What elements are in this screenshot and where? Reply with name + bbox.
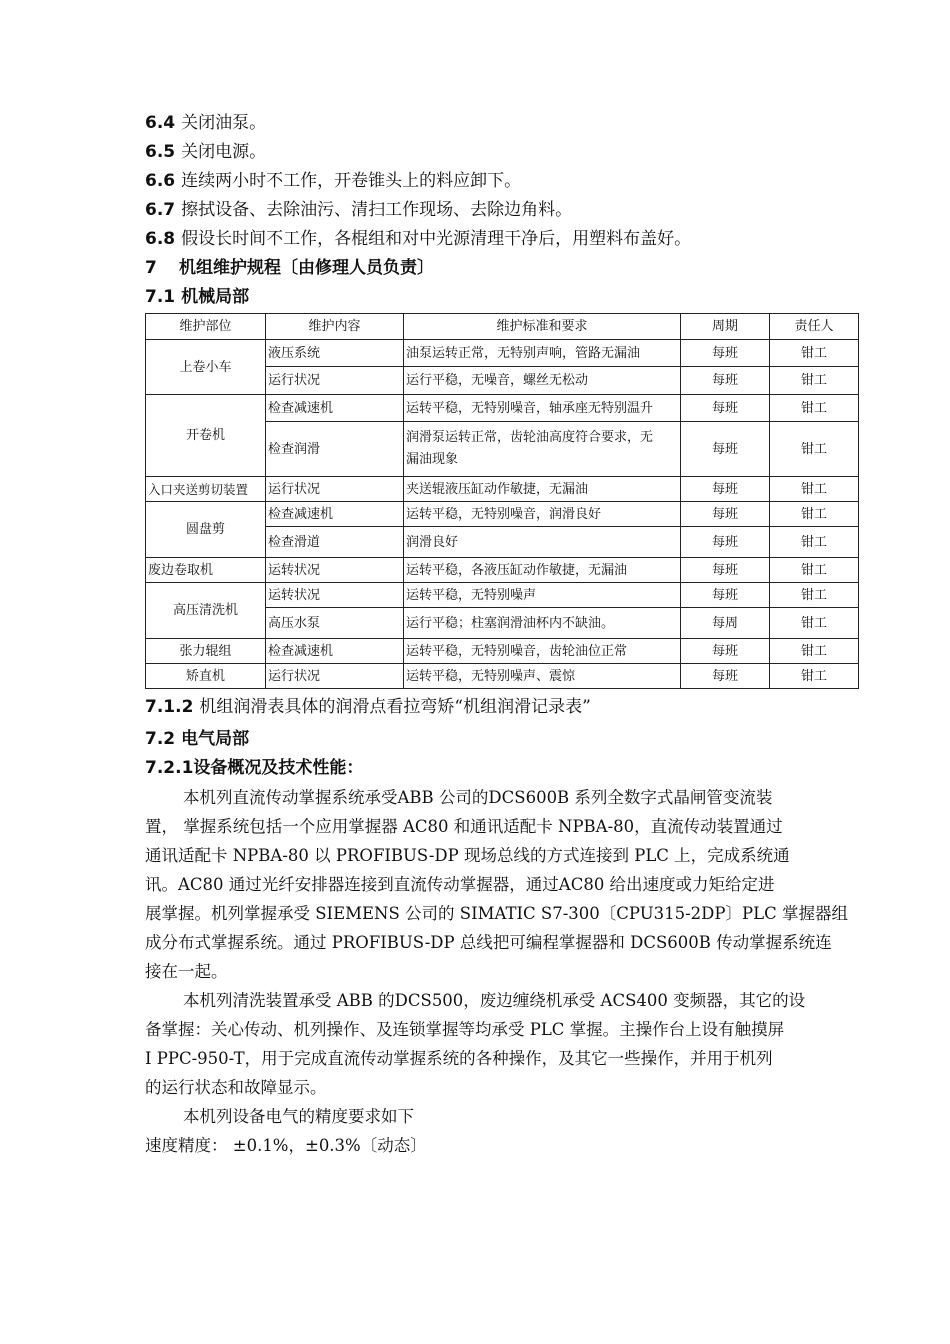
header-owner: 责任人	[770, 314, 859, 340]
paragraph-cleaning-device: 本机列清洗装置承受 ABB 的DCS500，废边缠绕机承受 ACS400 变频器，其它的设 备掌握：关心传动、机列操作、及连锁掌握等均承受 PLC 掌握。主操作台上设有触摸屏 I PPC-950-T，用于完成直流传动掌握系统的各种操作，及其它一些操作，并用于机列 的运行状态和故障显示。	[145, 991, 806, 1097]
table-header-row	[146, 314, 859, 340]
table-row: 运行状况 运行平稳，无噪音，螺丝无松动 每班 钳工	[146, 367, 859, 395]
table-row: 检查润滑 润滑泵运转正常，齿轮油高度符合要求，无 漏油现象 每班 钳工	[146, 422, 859, 477]
header-content: 维护内容	[266, 314, 404, 340]
table-row: 矫直机 运行状况 运转平稳，无特别噪声、震惊 每班 钳工	[146, 664, 859, 689]
table-row: 检查滑道 润滑良好 每班 钳工	[146, 527, 859, 558]
item-6-6: 6.6 连续两小时不工作，开卷锥头上的料应卸下。	[145, 171, 522, 191]
header-standard: 维护标准和要求	[404, 314, 681, 340]
table-row: 开卷机 检查减速机 运转平稳，无特别噪音，轴承座无特别温升 每班 钳工	[146, 395, 859, 422]
table-row: 高压清洗机 运转状况 运转平稳，无特别噪声 每班 钳工	[146, 583, 859, 608]
header-cycle: 周期	[681, 314, 770, 340]
section-7-heading: 7 机组维护规程〔由修理人员负责〕	[145, 258, 434, 278]
table-row: 高压水泵 运行平稳；柱塞润滑油杯内不缺油。 每周 钳工	[146, 608, 859, 639]
table-row: 废边卷取机 运转状况 运转平稳，各液压缸动作敏捷，无漏油 每班 钳工	[146, 558, 859, 583]
paragraph-dc-drive: 本机列直流传动掌握系统承受ABB 公司的DCS600B 系列全数字式晶闸管变流装 置， 掌握系统包括一个应用掌握器 AC80 和通讯适配卡 NPBA-80，直流传动装置通过 通讯适配卡 NPBA-80 以 PROFIBUS-DP 现场总线的方式连接到 PLC 上，完成系统通 讯。AC80 通过光纤安排器连接到直流传动掌握器，通过AC80 给出速度或力矩给定进 展掌握。机列掌握承受 SIEMENS 公司的 SIMATIC S7-300〔CPU315-2DP〕PLC 掌握器组 成分布式掌握系统。通过 PROFIBUS-DP 总线把可编程掌握器和 DCS600B 传动掌握系统连 接在一起。	[145, 788, 848, 981]
section-7-1-2: 7.1.2 机组润滑表具体的润滑点看拉弯矫“机组润滑记录表”	[145, 697, 591, 717]
table-row: 张力辊组 检查减速机 运转平稳，无特别噪音，齿轮油位正常 每班 钳工	[146, 639, 859, 664]
table-row: 上卷小车 液压系统 油泵运转正常，无特别声响，管路无漏油 每班 钳工	[146, 340, 859, 367]
section-7-1-heading: 7.1 机械局部	[145, 287, 250, 307]
paragraph-precision: 本机列设备电气的精度要求如下 速度精度： ±0.1%，±0.3%〔动态〕	[145, 1102, 865, 1160]
table-row: 入口夹送剪切装置 运行状况 夹送辊液压缸动作敏捷，无漏油 每班 钳工	[146, 477, 859, 502]
item-6-7: 6.7 擦拭设备、去除油污、清扫工作现场、去除边角料。	[145, 200, 573, 220]
table-row: 圆盘剪 检查减速机 运转平稳，无特别噪音，润滑良好 每班 钳工	[146, 502, 859, 527]
item-6-5: 6.5 关闭电源。	[145, 142, 267, 162]
maintenance-table	[145, 313, 859, 689]
item-6-8: 6.8 假设长时间不工作，各棍组和对中光源清理干净后，用塑料布盖好。	[145, 229, 692, 249]
section-7-2-1-heading: 7.2.1设备概况及技术性能：	[145, 758, 364, 778]
header-part: 维护部位	[146, 314, 266, 340]
speed-precision: 速度精度： ±0.1%，±0.3%〔动态〕	[145, 1136, 427, 1155]
item-6-4: 6.4 关闭油泵。	[145, 113, 267, 133]
section-7-2-heading: 7.2 电气局部	[145, 729, 250, 749]
